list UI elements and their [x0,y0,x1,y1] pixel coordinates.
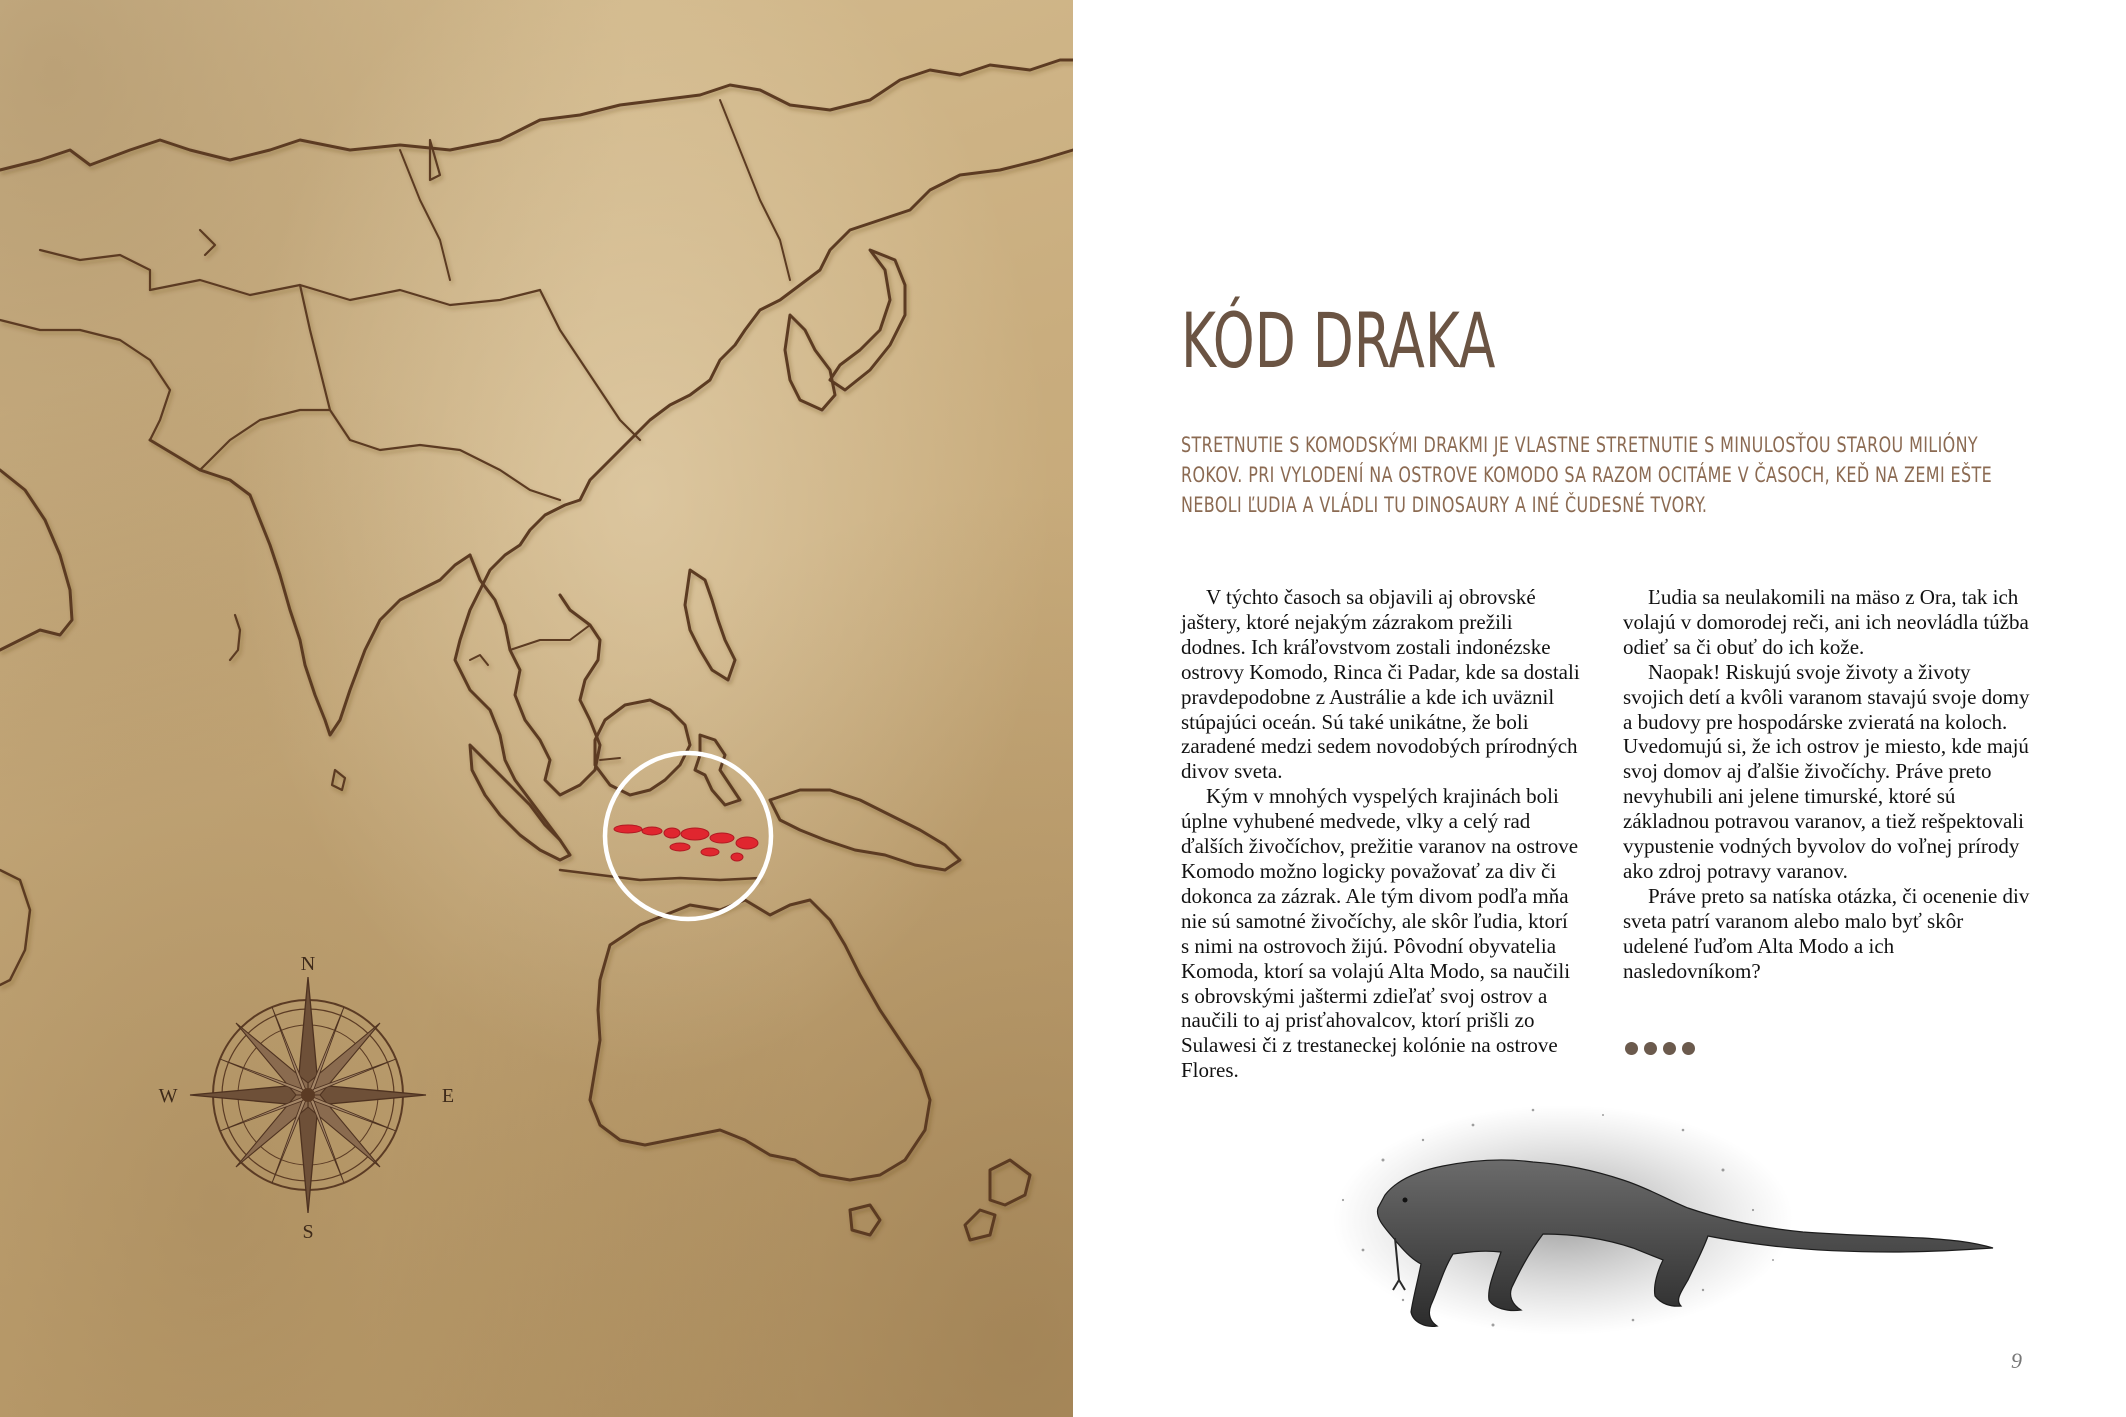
komodo-islands-highlight [614,825,758,861]
ornament-dot [1644,1042,1657,1055]
compass-north-label: N [300,953,316,975]
compass-rose [159,953,455,1243]
new-zealand-outline [965,1160,1030,1240]
tasmania-outline [850,1205,880,1235]
paragraph: V týchto časoch sa objavili aj obrovské jaštery, ktoré nejakým zázrakom prežili dodnes. Ich kráľovstvom zostali indonézske ostrovy Komodo, Rinca či Padar, kde sa dostali pravdepodobne z Austrálie a kde ich uväznil stúpajúci oceán. Sú také unikátne, že boli zaradené medzi sedem novodobých prírodných divov sveta. [1181,585,1580,784]
compass-west-label: W [158,1085,178,1107]
arabia-outline [0,470,72,650]
text-column-left [1181,585,1581,1083]
india-outline [150,440,470,735]
text-page [1073,0,2126,1417]
article-title: KÓD DRAKA [1181,296,1496,385]
japan-outline [785,250,905,410]
sulawesi-outline [695,735,740,805]
paragraph: Práve preto sa natíska otázka, či ocenenie div sveta patrí varanom alebo malo byť skôr udelené ľuďom Alta Modo a ich nasledovníkom? [1623,883,2030,983]
philippines-outline [685,570,735,680]
new-guinea-outline [770,790,960,870]
page-number: 9 [2011,1348,2022,1373]
paragraph: Kým v mnohých vyspelých krajinách boli úplne vyhubené medvede, vlky a celý rad ďalších živočíchov, prežitie varanov na ostrove Komodo možno logicky považovať za div či dokonca za zázrak. Ale tým divom podľa mňa nie sú samotné živočíchy, ale skôr ľudia, ktorí s nimi na ostrovoch žijú. Pôvodní obyvatelia Komoda, ktorí sa volajú Alta Modo, sa naučili s obrovskými jaštermi zdieľať svoj ostrov a naučili to aj prisťahovalcov, ktorí prišli zo Sulawesi či z trestaneckej kolónie na ostrove Flores. [1181,784,1579,1083]
borneo-outline [595,700,690,795]
paragraph: Naopak! Riskujú svoje životy a životy svojich detí a kvôli varanom stavajú svoje domy a budovy pre hospodárske zvieratá na koloch. Uvedomujú si, že ich ostrov je miesto, kde majú svoj domov aj ďalšie živočíchy. Práve preto nevyhubili ani jelene timurské, ktoré sú základnou potravou varanov, a tiež rešpektovali vypustenie vodných byvolov do voľnej prírody ako zdroj potravy varanov. [1623,659,2030,883]
sumatra-outline [470,745,570,860]
compass-east-label: E [441,1085,455,1107]
ornament-dot [1682,1042,1695,1055]
indochina-outline [470,555,600,795]
ornament-dot [1663,1042,1676,1055]
asia-outline [0,60,1073,840]
article-lead: STRETNUTIE S KOMODSKÝMI DRAKMI JE VLASTNE STRETNUTIE S MINULOSŤOU STAROU MILIÓNY ROKOV. PRI VYLODENÍ NA OSTROVE KOMODO SA RAZOM OCITÁME V ČASOCH, KEĎ NA ZEMI EŠTE NEBOLI ĽUDIA A VLÁDLI TU DINOSAURY A INÉ ČUDESNÉ TVORY. [1181,433,1993,517]
section-end-ornament [1625,1042,1695,1055]
komodo-dragon-illustration [1303,1100,2003,1340]
compass-south-label: S [302,1221,314,1243]
australia-outline [590,900,930,1180]
ornament-dot [1625,1042,1638,1055]
text-column-right [1623,585,2033,984]
paragraph: Ľudia sa neulakomili na mäso z Ora, tak ich volajú v domorodej reči, ani ich neovládla túžba odieť sa či obuť do ich kože. [1623,585,2029,659]
